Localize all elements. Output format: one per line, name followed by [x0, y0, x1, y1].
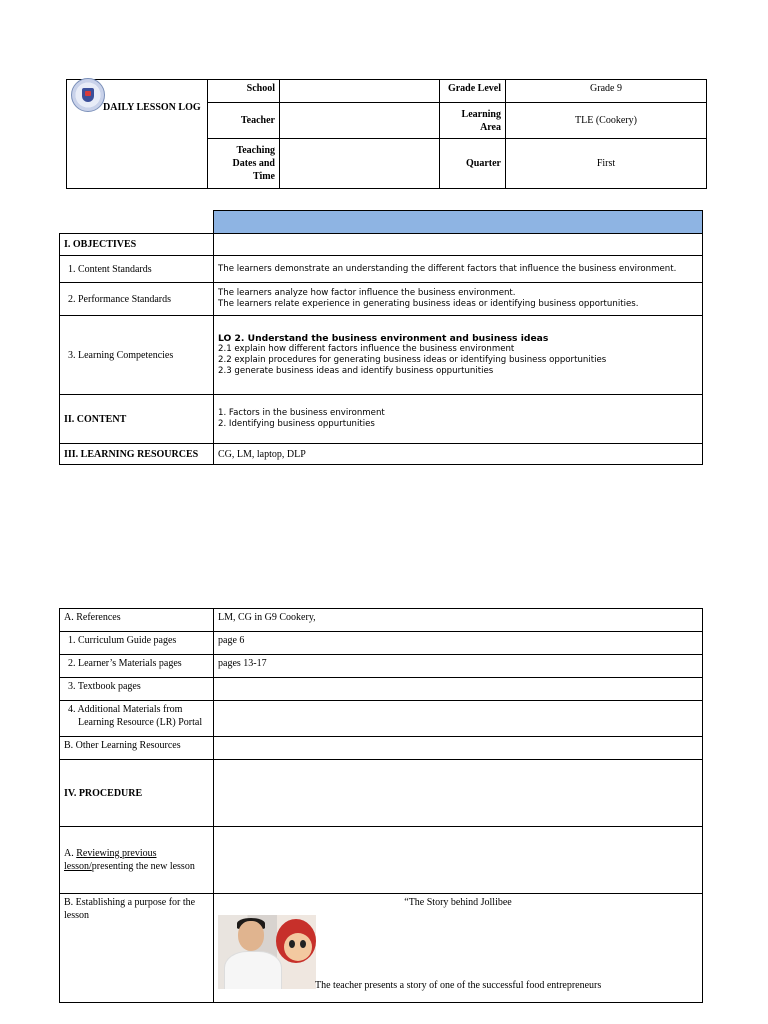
- other-resources-label: B. Other Learning Resources: [60, 737, 214, 760]
- content-item: 1. Factors in the business environment: [218, 408, 385, 418]
- school-value: [280, 80, 440, 103]
- additional-materials-label: [60, 701, 214, 737]
- additional-materials-line: 4. Additional Materials from: [68, 704, 183, 715]
- performance-standards-line: The learners relate experience in generating business ideas or identifying business opportunities.: [218, 299, 639, 309]
- content-heading: II. CONTENT: [60, 395, 214, 444]
- references-label: A. References: [60, 609, 214, 632]
- additional-materials-line: Learning Resource (LR) Portal: [78, 717, 203, 728]
- competency-item: 2.3 generate business ideas and identify business oppurtunities: [218, 366, 494, 376]
- content-standards-label: 1. Content Standards: [60, 256, 214, 283]
- reviewing-lesson-label: [60, 827, 214, 894]
- story-title: “The Story behind Jollibee: [404, 897, 512, 908]
- jollibee-photo: [218, 915, 316, 989]
- blue-header-bar: [214, 211, 703, 234]
- learning-resources-heading: III. LEARNING RESOURCES: [60, 444, 214, 465]
- lesson-link[interactable]: lesson/: [64, 861, 92, 872]
- reviewing-prefix: A.: [64, 848, 77, 859]
- performance-standards-line: The learners analyze how factor influence the business environment.: [218, 288, 516, 298]
- content-standards-value: The learners demonstrate an understanding the different factors that influence the business environment.: [214, 256, 703, 283]
- teacher-value: [280, 103, 440, 139]
- other-resources-value: [214, 737, 703, 760]
- teaching-dates-value: [280, 139, 440, 189]
- purpose-value: [214, 894, 703, 1003]
- reviewing-previous-link[interactable]: Reviewing previous: [76, 848, 157, 859]
- blank-corner: [60, 211, 214, 234]
- page-title: DAILY LESSON LOG: [103, 102, 201, 113]
- reviewing-lesson-value: [214, 827, 703, 894]
- header-table: [66, 79, 707, 189]
- purpose-label: B. Establishing a purpose for the lesson: [60, 894, 214, 1003]
- textbook-value: [214, 678, 703, 701]
- learning-area-label: Learning Area: [440, 103, 506, 139]
- curriculum-guide-value: page 6: [214, 632, 703, 655]
- procedure-heading: IV. PROCEDURE: [60, 760, 214, 827]
- reviewing-rest: presenting the new lesson: [91, 861, 195, 872]
- performance-standards-value: [214, 283, 703, 316]
- grade-level-value: Grade 9: [506, 80, 707, 103]
- learning-competencies-value: [214, 316, 703, 395]
- teaching-dates-label: Teaching Dates and Time: [208, 139, 280, 189]
- procedure-value: [214, 760, 703, 827]
- learners-materials-label: 2. Learner’s Materials pages: [60, 655, 214, 678]
- additional-materials-value: [214, 701, 703, 737]
- learners-materials-value: pages 13-17: [214, 655, 703, 678]
- grade-level-label: Grade Level: [440, 80, 506, 103]
- learning-resources-value: CG, LM, laptop, DLP: [214, 444, 703, 465]
- objectives-heading: I. OBJECTIVES: [60, 234, 214, 256]
- story-caption: The teacher presents a story of one of the successful food entrepreneurs: [315, 980, 602, 991]
- deped-seal-icon: [71, 78, 105, 112]
- competencies-heading: LO 2. Understand the business environment and business ideas: [218, 333, 549, 344]
- references-value: LM, CG in G9 Cookery,: [214, 609, 703, 632]
- learning-area-value: TLE (Cookery): [506, 103, 707, 139]
- competency-item: 2.1 explain how different factors influence the business environment: [218, 344, 515, 354]
- content-item: 2. Identifying business oppurtunities: [218, 419, 375, 429]
- quarter-value: First: [506, 139, 707, 189]
- learning-competencies-label: 3. Learning Competencies: [60, 316, 214, 395]
- teacher-label: Teacher: [208, 103, 280, 139]
- textbook-label: 3. Textbook pages: [60, 678, 214, 701]
- objectives-heading-value: [214, 234, 703, 256]
- content-value: [214, 395, 703, 444]
- quarter-label: Quarter: [440, 139, 506, 189]
- resources-table: [59, 608, 703, 1003]
- performance-standards-label: 2. Performance Standards: [60, 283, 214, 316]
- objectives-table: [59, 210, 703, 465]
- curriculum-guide-label: 1. Curriculum Guide pages: [60, 632, 214, 655]
- header-logo-cell: [67, 80, 208, 189]
- competency-item: 2.2 explain procedures for generating business ideas or identifying business opportunities: [218, 355, 607, 365]
- school-label: School: [208, 80, 280, 103]
